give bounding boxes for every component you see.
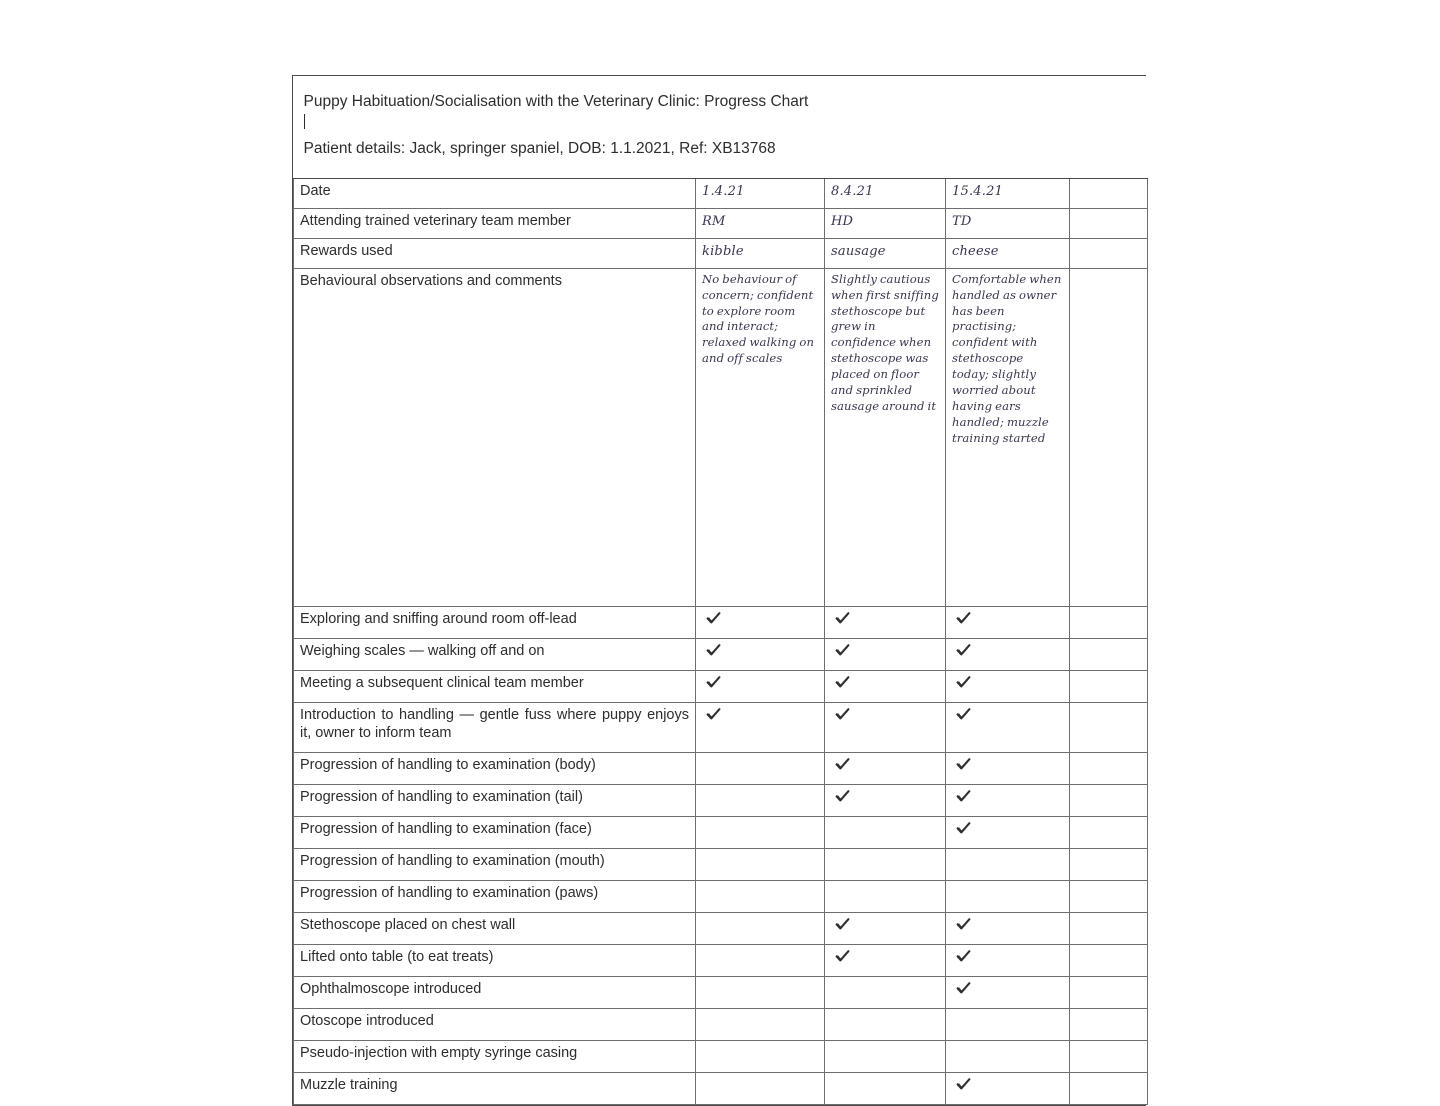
table-row-progression-of-handling-to-examination-paws [294, 880, 1148, 912]
row-label-weighing-scales-walking-off-and-on: Weighing scales — walking off and on [294, 638, 696, 670]
cell-rewards-used-visit2[interactable] [825, 238, 946, 268]
checkbox-cell-ophthalmoscope-introduced-visit1[interactable] [696, 976, 825, 1008]
checkbox-cell-stethoscope-placed-on-chest-wall-visit1[interactable] [696, 912, 825, 944]
table-row-introduction-to-handling-gentle-fuss-where-pup [294, 702, 1148, 752]
table-body [294, 76, 1148, 1104]
checkbox-cell-progression-of-handling-to-examination-body-visit4[interactable] [1070, 752, 1148, 784]
cell-rewards-used-visit3[interactable] [946, 238, 1070, 268]
row-label-stethoscope-placed-on-chest-wall: Stethoscope placed on chest wall [294, 912, 696, 944]
checkbox-cell-introduction-to-handling-gentle-fuss-where-pup-visit4[interactable] [1070, 702, 1148, 752]
checkbox-cell-progression-of-handling-to-examination-tail-visit3[interactable] [946, 784, 1070, 816]
checkbox-cell-otoscope-introduced-visit3[interactable] [946, 1008, 1070, 1040]
table-row-ophthalmoscope-introduced [294, 976, 1148, 1008]
table-row-progression-of-handling-to-examination-tail [294, 784, 1148, 816]
patient-details: Patient details: Jack, springer spaniel, DOB: 1.1.2021, Ref: XB13768 [303, 139, 776, 157]
check-icon [706, 643, 721, 658]
check-icon [956, 707, 971, 722]
checkbox-cell-stethoscope-placed-on-chest-wall-visit4[interactable] [1070, 912, 1148, 944]
check-icon [706, 675, 721, 690]
checkbox-cell-meeting-a-subsequent-clinical-team-member-visit2[interactable] [825, 670, 946, 702]
handwritten-value: cheese [952, 243, 999, 259]
cell-behavioural-observations-visit1[interactable] [696, 268, 825, 606]
table-row-stethoscope-placed-on-chest-wall [294, 912, 1148, 944]
handwritten-value: HD [831, 213, 854, 229]
handwritten-observation: Slightly cautious when first sniffing stethoscope but grew in confidence when stethoscope was placed on floor and sprinkled sausage around it [831, 271, 939, 413]
check-icon [835, 611, 850, 626]
checkbox-cell-progression-of-handling-to-examination-face-visit4[interactable] [1070, 816, 1148, 848]
table-row-behavioural-observations [294, 268, 1148, 606]
handwritten-observation: Comfortable when handled as owner has been practising; confident with stethoscope today; slightly worried about having ears handled; muzzle training started [952, 271, 1062, 445]
checkbox-cell-stethoscope-placed-on-chest-wall-visit2[interactable] [825, 912, 946, 944]
handwritten-value: 15.4.21 [952, 183, 1004, 199]
cell-date-visit3[interactable] [946, 178, 1070, 208]
checkbox-cell-lifted-onto-table-to-eat-treats-visit2[interactable] [825, 944, 946, 976]
handwritten-value: 8.4.21 [831, 183, 874, 199]
table-row-progression-of-handling-to-examination-face [294, 816, 1148, 848]
checkbox-cell-meeting-a-subsequent-clinical-team-member-visit1[interactable] [696, 670, 825, 702]
table-row-attending-trained-veterinary-team-member [294, 208, 1148, 238]
row-label-lifted-onto-table-to-eat-treats: Lifted onto table (to eat treats) [294, 944, 696, 976]
checkbox-cell-weighing-scales-walking-off-and-on-visit2[interactable] [825, 638, 946, 670]
row-label-introduction-to-handling-gentle-fuss-where-pup: Introduction to handling — gentle fuss where puppy enjoys it, owner to inform team [294, 702, 696, 752]
checkbox-cell-progression-of-handling-to-examination-tail-visit2[interactable] [825, 784, 946, 816]
cell-behavioural-observations-visit4[interactable] [1070, 268, 1148, 606]
handwritten-observation: No behaviour of concern; confident to explore room and interact; relaxed walking on and off scales [702, 271, 815, 366]
table-row-progression-of-handling-to-examination-mouth [294, 848, 1148, 880]
checkbox-cell-muzzle-training-visit2[interactable] [825, 1072, 946, 1104]
check-icon [706, 611, 721, 626]
row-label-pseudo-injection-with-empty-syringe-casing: Pseudo-injection with empty syringe casing [294, 1040, 696, 1072]
table-row-date [294, 178, 1148, 208]
checkbox-cell-introduction-to-handling-gentle-fuss-where-pup-visit3[interactable] [946, 702, 1070, 752]
check-icon [835, 949, 850, 964]
row-label-ophthalmoscope-introduced: Ophthalmoscope introduced [294, 976, 696, 1008]
checkbox-cell-exploring-and-sniffing-around-room-off-lead-visit4[interactable] [1070, 606, 1148, 638]
check-icon [956, 981, 971, 996]
check-icon [835, 707, 850, 722]
handwritten-value: sausage [831, 243, 886, 259]
row-label-date: Date [294, 178, 696, 208]
checkbox-cell-exploring-and-sniffing-around-room-off-lead-visit3[interactable] [946, 606, 1070, 638]
checkbox-cell-ophthalmoscope-introduced-visit3[interactable] [946, 976, 1070, 1008]
table-row-rewards-used [294, 238, 1148, 268]
progress-chart-table [293, 76, 1148, 1105]
table-row-weighing-scales-walking-off-and-on [294, 638, 1148, 670]
check-icon [835, 675, 850, 690]
checkbox-cell-muzzle-training-visit3[interactable] [946, 1072, 1070, 1104]
cell-rewards-used-visit4[interactable] [1070, 238, 1148, 268]
row-label-otoscope-introduced: Otoscope introduced [294, 1008, 696, 1040]
row-label-progression-of-handling-to-examination-tail: Progression of handling to examination (tail) [294, 784, 696, 816]
row-label-progression-of-handling-to-examination-paws: Progression of handling to examination (paws) [294, 880, 696, 912]
row-label-meeting-a-subsequent-clinical-team-member: Meeting a subsequent clinical team member [294, 670, 696, 702]
checkbox-cell-progression-of-handling-to-examination-mouth-visit2[interactable] [825, 848, 946, 880]
text-caret [304, 113, 1138, 133]
checkbox-cell-ophthalmoscope-introduced-visit4[interactable] [1070, 976, 1148, 1008]
checkbox-cell-muzzle-training-visit4[interactable] [1070, 1072, 1148, 1104]
cell-attending-trained-veterinary-team-member-visit4[interactable] [1070, 208, 1148, 238]
check-icon [956, 821, 971, 836]
checkbox-cell-progression-of-handling-to-examination-body-visit1[interactable] [696, 752, 825, 784]
checkbox-cell-otoscope-introduced-visit1[interactable] [696, 1008, 825, 1040]
checkbox-cell-otoscope-introduced-visit4[interactable] [1070, 1008, 1148, 1040]
document-header-cell [294, 76, 1148, 178]
table-row-muzzle-training [294, 1072, 1148, 1104]
checkbox-cell-progression-of-handling-to-examination-mouth-visit3[interactable] [946, 848, 1070, 880]
cell-behavioural-observations-visit2[interactable] [825, 268, 946, 606]
cell-attending-trained-veterinary-team-member-visit3[interactable] [946, 208, 1070, 238]
checkbox-cell-meeting-a-subsequent-clinical-team-member-visit4[interactable] [1070, 670, 1148, 702]
cell-date-visit2[interactable] [825, 178, 946, 208]
check-icon [835, 917, 850, 932]
table-row-progression-of-handling-to-examination-body [294, 752, 1148, 784]
checkbox-cell-progression-of-handling-to-examination-mouth-visit4[interactable] [1070, 848, 1148, 880]
row-label-muzzle-training: Muzzle training [294, 1072, 696, 1104]
checkbox-cell-introduction-to-handling-gentle-fuss-where-pup-visit2[interactable] [825, 702, 946, 752]
check-icon [956, 643, 971, 658]
row-label-progression-of-handling-to-examination-face: Progression of handling to examination (face) [294, 816, 696, 848]
cell-behavioural-observations-visit3[interactable] [946, 268, 1070, 606]
checkbox-cell-exploring-and-sniffing-around-room-off-lead-visit1[interactable] [696, 606, 825, 638]
checkbox-cell-stethoscope-placed-on-chest-wall-visit3[interactable] [946, 912, 1070, 944]
row-label-rewards-used: Rewards used [294, 238, 696, 268]
checkbox-cell-introduction-to-handling-gentle-fuss-where-pup-visit1[interactable] [696, 702, 825, 752]
checkbox-cell-exploring-and-sniffing-around-room-off-lead-visit2[interactable] [825, 606, 946, 638]
checkbox-cell-muzzle-training-visit1[interactable] [696, 1072, 825, 1104]
checkbox-cell-ophthalmoscope-introduced-visit2[interactable] [825, 976, 946, 1008]
checkbox-cell-progression-of-handling-to-examination-paws-visit1[interactable] [696, 880, 825, 912]
table-row-exploring-and-sniffing-around-room-off-lead [294, 606, 1148, 638]
table-row-meeting-a-subsequent-clinical-team-member [294, 670, 1148, 702]
cell-rewards-used-visit1[interactable] [696, 238, 825, 268]
checkbox-cell-progression-of-handling-to-examination-face-visit3[interactable] [946, 816, 1070, 848]
check-icon [706, 707, 721, 722]
checkbox-cell-pseudo-injection-with-empty-syringe-casing-visit4[interactable] [1070, 1040, 1148, 1072]
table-row-lifted-onto-table-to-eat-treats [294, 944, 1148, 976]
cell-attending-trained-veterinary-team-member-visit1[interactable] [696, 208, 825, 238]
table-row-otoscope-introduced [294, 1008, 1148, 1040]
checkbox-cell-weighing-scales-walking-off-and-on-visit3[interactable] [946, 638, 1070, 670]
check-icon [835, 757, 850, 772]
checkbox-cell-progression-of-handling-to-examination-paws-visit3[interactable] [946, 880, 1070, 912]
cell-attending-trained-veterinary-team-member-visit2[interactable] [825, 208, 946, 238]
handwritten-value: kibble [702, 243, 744, 259]
handwritten-value: 1.4.21 [702, 183, 745, 199]
row-label-exploring-and-sniffing-around-room-off-lead: Exploring and sniffing around room off-lead [294, 606, 696, 638]
cell-date-visit4[interactable] [1070, 178, 1148, 208]
checkbox-cell-meeting-a-subsequent-clinical-team-member-visit3[interactable] [946, 670, 1070, 702]
check-icon [835, 789, 850, 804]
check-icon [835, 643, 850, 658]
checkbox-cell-lifted-onto-table-to-eat-treats-visit1[interactable] [696, 944, 825, 976]
checkbox-cell-lifted-onto-table-to-eat-treats-visit3[interactable] [946, 944, 1070, 976]
progress-chart-document [292, 75, 1146, 1106]
check-icon [956, 757, 971, 772]
checkbox-cell-pseudo-injection-with-empty-syringe-casing-visit3[interactable] [946, 1040, 1070, 1072]
row-label-behavioural-observations: Behavioural observations and comments [294, 268, 696, 606]
check-icon [956, 917, 971, 932]
checkbox-cell-progression-of-handling-to-examination-tail-visit4[interactable] [1070, 784, 1148, 816]
page-title: Puppy Habituation/Socialisation with the Veterinary Clinic: Progress Chart [303, 93, 809, 110]
checkbox-cell-pseudo-injection-with-empty-syringe-casing-visit2[interactable] [825, 1040, 946, 1072]
checkbox-cell-progression-of-handling-to-examination-mouth-visit1[interactable] [696, 848, 825, 880]
handwritten-value: RM [702, 213, 726, 229]
checkbox-cell-progression-of-handling-to-examination-body-visit2[interactable] [825, 752, 946, 784]
check-icon [956, 1077, 971, 1092]
document-header-row [294, 76, 1148, 178]
checkbox-cell-otoscope-introduced-visit2[interactable] [825, 1008, 946, 1040]
row-label-progression-of-handling-to-examination-mouth: Progression of handling to examination (mouth) [294, 848, 696, 880]
checkbox-cell-lifted-onto-table-to-eat-treats-visit4[interactable] [1070, 944, 1148, 976]
checkbox-cell-progression-of-handling-to-examination-face-visit1[interactable] [696, 816, 825, 848]
check-icon [956, 675, 971, 690]
handwritten-value: TD [952, 213, 972, 229]
check-icon [956, 611, 971, 626]
checkbox-cell-weighing-scales-walking-off-and-on-visit4[interactable] [1070, 638, 1148, 670]
checkbox-cell-weighing-scales-walking-off-and-on-visit1[interactable] [696, 638, 825, 670]
check-icon [956, 949, 971, 964]
checkbox-cell-progression-of-handling-to-examination-face-visit2[interactable] [825, 816, 946, 848]
checkbox-cell-progression-of-handling-to-examination-body-visit3[interactable] [946, 752, 1070, 784]
row-label-progression-of-handling-to-examination-body: Progression of handling to examination (body) [294, 752, 696, 784]
checkbox-cell-progression-of-handling-to-examination-paws-visit4[interactable] [1070, 880, 1148, 912]
row-label-attending-trained-veterinary-team-member: Attending trained veterinary team member [294, 208, 696, 238]
checkbox-cell-progression-of-handling-to-examination-tail-visit1[interactable] [696, 784, 825, 816]
checkbox-cell-pseudo-injection-with-empty-syringe-casing-visit1[interactable] [696, 1040, 825, 1072]
checkbox-cell-progression-of-handling-to-examination-paws-visit2[interactable] [825, 880, 946, 912]
check-icon [956, 789, 971, 804]
cell-date-visit1[interactable] [696, 178, 825, 208]
table-row-pseudo-injection-with-empty-syringe-casing [294, 1040, 1148, 1072]
